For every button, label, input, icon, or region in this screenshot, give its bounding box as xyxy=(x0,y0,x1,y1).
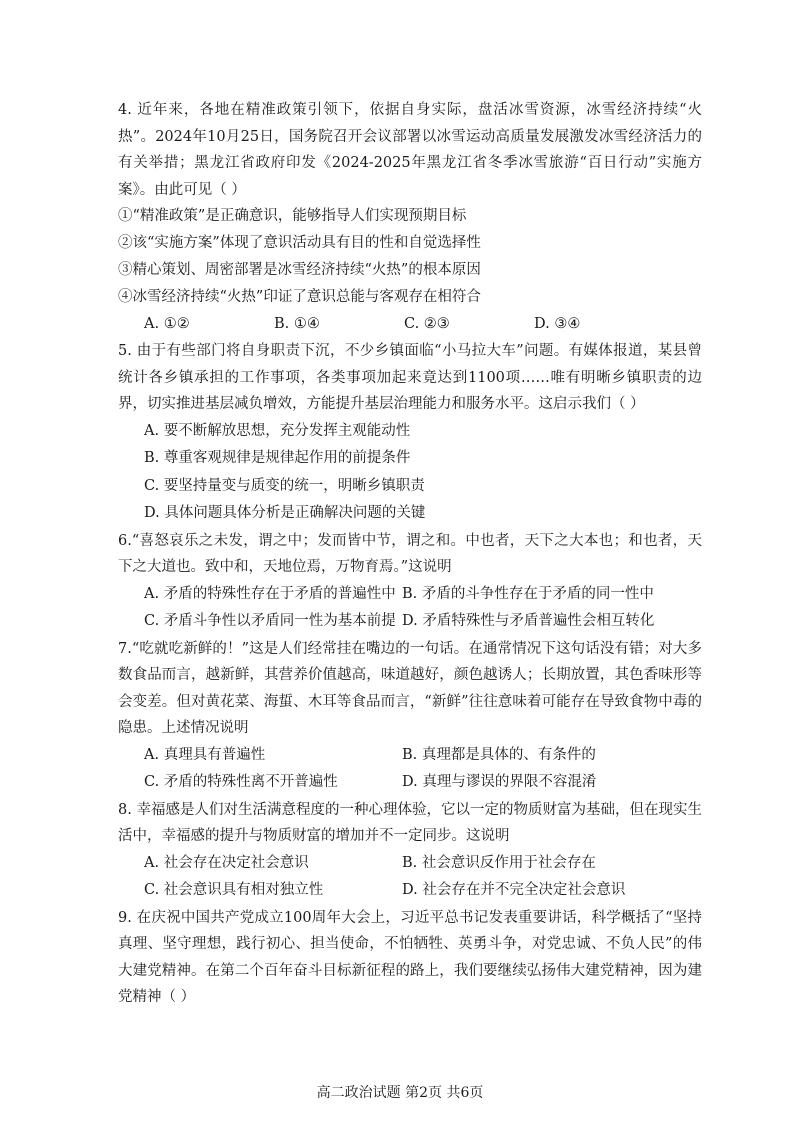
option-d: D. 矛盾特殊性与矛盾普遍性会相互转化 xyxy=(402,613,655,629)
option-b: B. ①④ xyxy=(274,316,320,332)
question-6-options-row-2 xyxy=(118,608,702,636)
page-footer: 高二政治试题 第2页 共6页 xyxy=(316,1085,484,1101)
statement-1: ①“精准政策”是正确意识，能够指导人们实现预期目标 xyxy=(118,208,467,224)
statement-3: ③精心策划、周密部署是冰雪经济持续“火热”的根本原因 xyxy=(118,262,481,278)
question-6-stem: 6.“喜怒哀乐之未发，谓之中；发而皆中节，谓之和。中也者，天下之大本也；和也者，天下之大道也。致中和，天地位焉，万物育焉。”这说明 xyxy=(118,532,702,575)
question-7-stem: 7.“吃就吃新鲜的！”这是人们经常挂在嘴边的一句话。在通常情况下这句话没有错；对大多数食品而言，越新鲜，其营养价值越高，味道越好，颜色越诱人；长期放置，其色香味形等会变差。但对黄花菜、海蜇、木耳等食品而言，“新鲜”往往意味着可能存在导致食物中毒的隐患。上述情况说明 xyxy=(118,640,702,736)
question-8-options-row-1 xyxy=(118,850,702,878)
statement-2: ②该“实施方案”体现了意识活动具有目的性和自觉选择性 xyxy=(118,235,481,251)
option-a: A. 矛盾的特殊性存在于矛盾的普遍性中 xyxy=(144,585,396,602)
option-d: D. 具体问题具体分析是正确解决问题的关键 xyxy=(144,505,426,521)
option-c: C. ②③ xyxy=(404,316,450,332)
statement-4: ④冰雪经济持续“火热”印证了意识总能与客观存在相符合 xyxy=(118,289,481,305)
question-4-statements xyxy=(118,203,702,311)
option-c: C. 矛盾斗争性以矛盾同一性为基本前提 xyxy=(144,613,396,629)
question-5 xyxy=(118,338,702,528)
option-b: B. 尊重客观规律是规律起作用的前提条件 xyxy=(144,450,411,466)
question-4 xyxy=(118,97,702,338)
option-a: A. 社会存在决定社会意识 xyxy=(144,854,309,871)
option-d: D. ③④ xyxy=(534,316,581,332)
question-9 xyxy=(118,905,702,1011)
option-b: B. 真理都是具体的、有条件的 xyxy=(402,746,596,763)
question-6-options-row-1 xyxy=(118,581,702,609)
option-c: C. 要坚持量变与质变的统一，明晰乡镇职责 xyxy=(144,477,425,494)
question-9-stem: 9. 在庆祝中国共产党成立100周年大会上，习近平总书记发表重要讲话，科学概括了“坚持真理、坚守理想，践行初心、担当使命，不怕牺牲、英勇斗争，对党忠诚、不负人民”的伟大建党精神。在第二个百年奋斗目标新征程的路上，我们要继续弘扬伟大建党精神，因为建党精神（ ） xyxy=(118,909,702,1005)
question-8 xyxy=(118,797,702,905)
question-4-options xyxy=(118,311,702,338)
option-a: A. 真理具有普遍性 xyxy=(144,746,266,763)
question-5-stem: 5. 由于有些部门将自身职责下沉，不少乡镇面临“小马拉大车”问题。有媒体报道，某县曾统计各乡镇承担的工作事项，各类事项加起来竟达到1100项……唯有明晰乡镇职责的边界，切实推进基层减负增效，方能提升基层治理能力和服务水平。这启示我们（ ） xyxy=(118,343,702,412)
question-8-options-row-2 xyxy=(118,877,702,905)
question-7-options-row-1 xyxy=(118,742,702,770)
question-area xyxy=(118,97,702,1011)
option-c: C. 社会意识具有相对独立性 xyxy=(144,882,324,898)
option-d: D. 真理与谬误的界限不容混淆 xyxy=(402,774,597,790)
option-a: A. 要不断解放思想，充分发挥主观能动性 xyxy=(144,422,411,439)
question-5-options xyxy=(118,418,702,528)
question-4-stem: 4. 近年来，各地在精准政策引领下，依据自身实际，盘活冰雪资源，冰雪经济持续“火热”。2024年10月25日，国务院召开会议部署以冰雪运动高质量发展激发冰雪经济活力的有关举措；黑龙江省政府印发《2024-2025年黑龙江省冬季冰雪旅游“百日行动”实施方案》。由此可见（ ） xyxy=(118,102,702,198)
question-7-options-row-2 xyxy=(118,769,702,797)
question-8-stem: 8. 幸福感是人们对生活满意程度的一种心理体验，它以一定的物质财富为基础，但在现实生活中，幸福感的提升与物质财富的增加并不一定同步。这说明 xyxy=(118,801,702,844)
question-7 xyxy=(118,636,702,797)
question-6 xyxy=(118,528,702,636)
option-b: B. 社会意识反作用于社会存在 xyxy=(402,854,596,871)
option-c: C. 矛盾的特殊性离不开普遍性 xyxy=(144,774,338,790)
option-b: B. 矛盾的斗争性存在于矛盾的同一性中 xyxy=(402,585,654,602)
option-a: A. ①② xyxy=(144,316,190,332)
option-d: D. 社会存在并不完全决定社会意识 xyxy=(402,882,626,898)
